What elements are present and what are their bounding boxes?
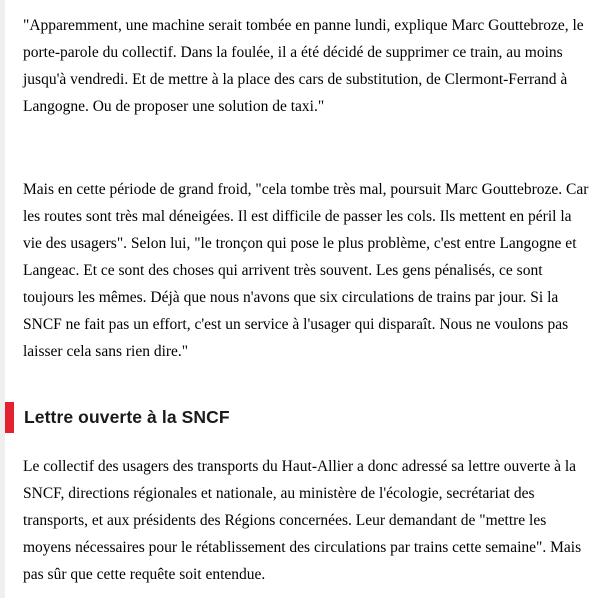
section-heading-row bbox=[5, 402, 590, 433]
article-paragraph: Mais en cette période de grand froid, "cela tombe très mal, poursuit Marc Gouttebroze. Car les routes sont très mal déneigées. Il est difficile de passer les cols. Ils mettent en péril la vie des usagers". Selon lui, "le tronçon qui pose le plus problème, c'est entre Langogne et Langeac. Et ce sont des choses qui arrivent très souvent. Les gens pénalisés, ce sont toujours les mêmes. Déjà que nous n'avons que six circulations de trains par jour. Si la SNCF ne fait pas un effort, c'est un service à l'usager qui disparaît. Nous ne voulons pas laisser cela sans rien dire." bbox=[23, 181, 589, 360]
article-content bbox=[23, 0, 590, 588]
article-paragraph-quote: "Apparemment, une machine serait tombée en panne lundi, explique Marc Gouttebroze, le porte-parole du collectif. Dans la foulée, il a été décidé de supprimer ce train, au moins jusqu'à vendredi. Et de mettre à la place des cars de substitution, de Clermont-Ferrand à Langogne. Ou de proposer une solution de taxi." bbox=[23, 17, 584, 115]
heading-accent-bar bbox=[5, 402, 14, 433]
section-heading: Lettre ouverte à la SNCF bbox=[24, 407, 230, 427]
article-paragraph: Le collectif des usagers des transports du Haut-Allier a donc adressé sa lettre ouverte à la SNCF, directions régionales et nationale, au ministère de l'écologie, secrétariat des transports, et aux présidents des Régions concernées. Leur demandant de "mettre les moyens nécessaires pour le rétablissement des circulations par trains cette semaine". Mais pas sûr que cette requête soit entendue. bbox=[23, 458, 582, 583]
page-left-edge-strip bbox=[0, 0, 5, 598]
